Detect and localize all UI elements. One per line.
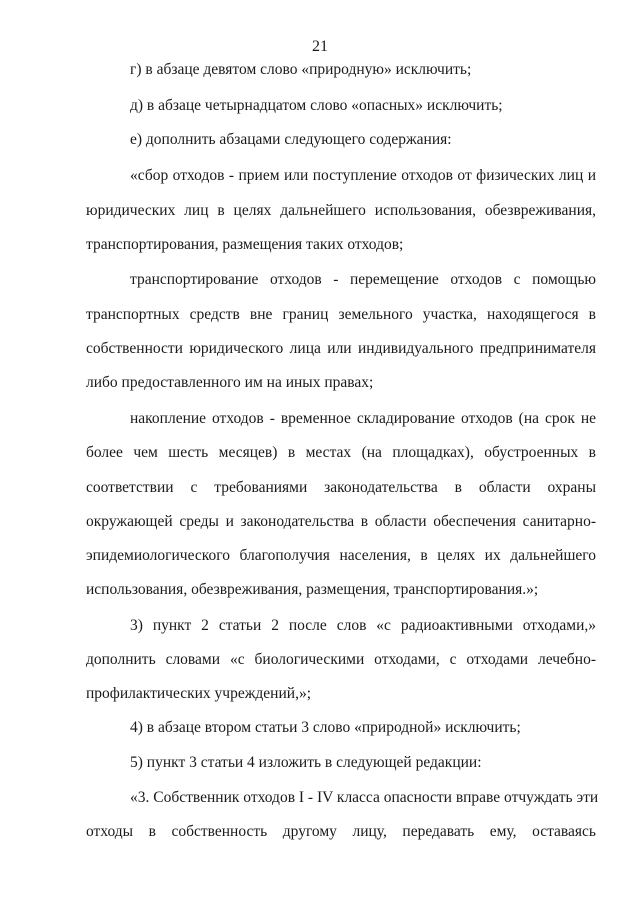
text-line: 4) в абзаце втором статьи 3 слово «природной» исключить; xyxy=(130,719,521,736)
text-line: соответствии с требованиями законодательства в области охраны xyxy=(86,479,596,496)
text-line: 3) пункт 2 статьи 2 после слов «с радиоактивными отходами,» xyxy=(130,617,596,634)
text-line: юридических лиц в целях дальнейшего использования, обезвреживания, xyxy=(86,202,596,219)
page-number: 21 xyxy=(312,38,328,55)
text-line: д) в абзаце четырнадцатом слово «опасных» исключить; xyxy=(130,97,503,114)
text-line: «3. Собственник отходов I - IV класса опасности вправе отчуждать эти xyxy=(130,789,599,806)
text-line: окружающей среды и законодательства в области обеспечения санитарно- xyxy=(86,513,596,530)
text-line: дополнить словами «с биологическими отходами, с отходами лечебно- xyxy=(86,651,596,668)
text-line: использования, обезвреживания, размещения, транспортирования.»; xyxy=(86,581,539,598)
text-line: профилактических учреждений,»; xyxy=(86,685,311,702)
text-line: либо предоставленного им на иных правах; xyxy=(86,374,374,391)
text-line: транспортирования, размещения таких отходов; xyxy=(86,236,404,253)
text-line: эпидемиологического благополучия населения, в целях их дальнейшего xyxy=(86,547,596,564)
text-line: накопление отходов - временное складирование отходов (на срок не xyxy=(130,410,596,427)
text-line: отходы в собственность другому лицу, передавать ему, оставаясь xyxy=(86,823,596,840)
text-line: 5) пункт 3 статьи 4 изложить в следующей редакции: xyxy=(130,754,482,771)
text-line: более чем шесть месяцев) в местах (на площадках), обустроенных в xyxy=(86,444,596,461)
text-line: собственности юридического лица или индивидуального предпринимателя xyxy=(86,340,596,357)
text-line: транспортирование отходов - перемещение отходов с помощью xyxy=(130,271,596,288)
text-line: «сбор отходов - прием или поступление отходов от физических лиц и xyxy=(130,167,596,184)
text-line: е) дополнить абзацами следующего содержания: xyxy=(130,131,452,148)
text-line: г) в абзаце девятом слово «природную» исключить; xyxy=(130,61,472,78)
text-line: транспортных средств вне границ земельного участка, находящегося в xyxy=(86,306,596,323)
